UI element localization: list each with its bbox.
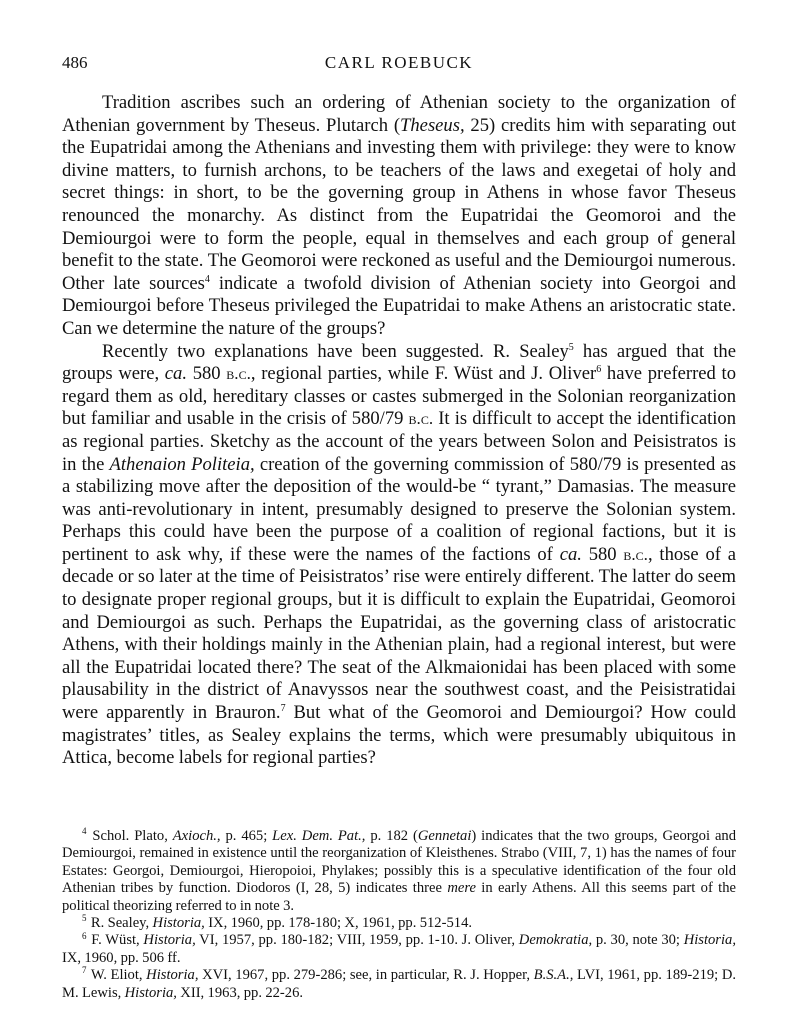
italic-term: ca. [164,363,187,385]
italic-title: Historia, [683,932,736,949]
text-run: Schol. Plato, [87,828,173,844]
italic-title: Historia, [143,932,196,949]
italic-term: mere [447,880,476,897]
era-abbreviation: b.c. [623,544,648,564]
era-abbreviation: b.c. [408,409,434,429]
text-run: indicate a twofold division of Athenian society into Georgoi and Demiourgoi before Theseus privileged the Eupatridai to make Athens an aristocratic state. Can we determine the nature of the groups? [62,272,736,339]
text-run: LVI, 1961, pp. 189-219; D. M. Lewis, [62,967,737,1001]
page-number: 486 [62,53,88,72]
text-run: VI, 1957, pp. 180-182; VIII, 1959, pp. 1-10. J. Oliver, [195,932,519,949]
text-run: Recently two explanations have been suggested. R. Sealey [102,340,569,362]
text-run: IX, 1960, pp. 506 ff. [62,949,181,966]
italic-title: Historia, [152,915,205,932]
footnote-marker: 5 [568,341,574,353]
text-run: R. Sealey, [87,915,153,932]
italic-term: ca. [559,543,582,565]
footnote-7 [62,967,736,1002]
footnote-marker: 6 [596,363,602,375]
italic-title: B.S.A., [533,967,574,984]
text-run: But what of the Geomoroi and Demiourgoi? How could magistrates’ titles, as Sealey explains the terms, which were presumably ubiquitous in Attica, become labels for regional parties? [62,702,736,769]
italic-title: Historia, [124,984,177,1001]
text-run: 25) credits him with separating out the Eupatridai among the Athenians and investing them with privilege: they were to know divine matters, to furnish archons, to be teachers of the laws and exegetai of holy and secret things: in short, to be the governing group in Athens in whose favor Theseus renounced the monarchy. As distinct from the Eupatridai the Geomoroi and the Demiourgoi were to form the people, equal in themselves and each group of general benefit to the state. The Geomoroi were reckoned as useful and the Demiourgoi numerous. Other late sources [62,114,736,294]
text-run: F. Wüst, [87,932,144,949]
text-run: has argued that the groups were, [62,340,736,385]
italic-title: Athenaion Politeia, [109,453,255,475]
footnote-number: 6 [82,930,87,941]
italic-title: Axioch., [172,828,221,844]
text-run: It is difficult to accept the identification as regional parties. Sketchy as the account of the years between Solon and Peisistratos is in the [62,408,737,475]
footnote-marker: 4 [204,273,210,285]
text-run: XII, 1963, pp. 22-26. [176,984,304,1001]
italic-title: Historia, [146,967,199,984]
italic-title: Demokratia, [518,932,593,949]
text-run: Tradition ascribes such an ordering of Athenian society to the organization of Athenian government by Theseus. Plutarch ( [62,92,736,136]
footnote-5 [62,915,736,932]
footnote-number: 4 [82,826,87,837]
text-run: , regional parties, while F. Wüst and J. Oliver [250,363,597,385]
footnote-6 [62,932,736,967]
text-run: W. Eliot, [87,967,147,984]
text-run: p. 465; [220,828,273,844]
footnote-number: 7 [82,965,87,976]
footnote-marker: 7 [280,702,286,714]
text-run: ) indicates that the two groups, Georgoi and Demiourgoi, remained in existence until the reorganization of Kleisthenes. Strabo (VIII, 7, 1) has the names of four Estates: Georgoi, Demiourgoi, Hieropoioi, Phylakes; possibly this is a speculative identification of the four old Athenian tribes by function. Diodoros (I, 28, 5) indicates three [62,828,737,897]
footnote-4 [62,828,736,915]
text-run: 580 [187,363,227,385]
text-run: IX, 1960, pp. 178-180; X, 1961, pp. 512-514. [204,915,473,932]
paragraph-2 [62,341,736,770]
era-abbreviation: b.c. [226,364,251,384]
text-run: have preferred to regard them as old, hereditary classes or castes submerged in the Solonian reorganization but familiar and usable in the crisis of 580/79 [62,363,736,430]
text-run: p. 30, note 30; [592,932,684,949]
paragraph-1 [62,92,736,341]
italic-title: Theseus, [400,114,465,136]
text-run: in early Athens. All this seems part of the political theorizing referred to in note 3. [62,880,737,914]
text-run: creation of the governing commission of 580/79 is presented as a stabilizing move after the deposition of the would-be “ tyrant,” Damasias. The measure was anti-revolutionary in intent, presumably designed to preserve the Solonian system. Perhaps this could have been the purpose of a coalition of regional factions, but it is pertinent to ask why, if these were the names of the factions of [62,453,736,565]
footnote-number: 5 [82,913,87,924]
italic-title: Lex. Dem. Pat., [272,828,366,844]
footnotes [62,828,736,1002]
running-head: CARL ROEBUCK [324,53,474,72]
text-run: p. 182 ( [365,828,418,844]
page-header [62,53,736,79]
italic-term: Gennetai [417,828,472,844]
text-run: 580 [581,543,624,565]
text-run: XVI, 1967, pp. 279-286; see, in particular, R. J. Hopper, [198,967,534,984]
text-run: , those of a decade or so later at the time of Peisistratos’ rise were entirely different. The latter do seem to designate proper regional groups, but it is difficult to explain the Eupatridai, Geomoroi and Demiourgoi as such. Perhaps the Eupatridai, as the governing class of aristocratic Athens, with their holdings mainly in the Athenian plain, had a regional interest, but were all the Eupatridai located there? The seat of the Alkmaionidai has been placed with some plausability in the district of Anavyssos near the southwest coast, and the Peisistratidai were apparently in Brauron. [62,543,736,724]
main-text [62,92,736,770]
